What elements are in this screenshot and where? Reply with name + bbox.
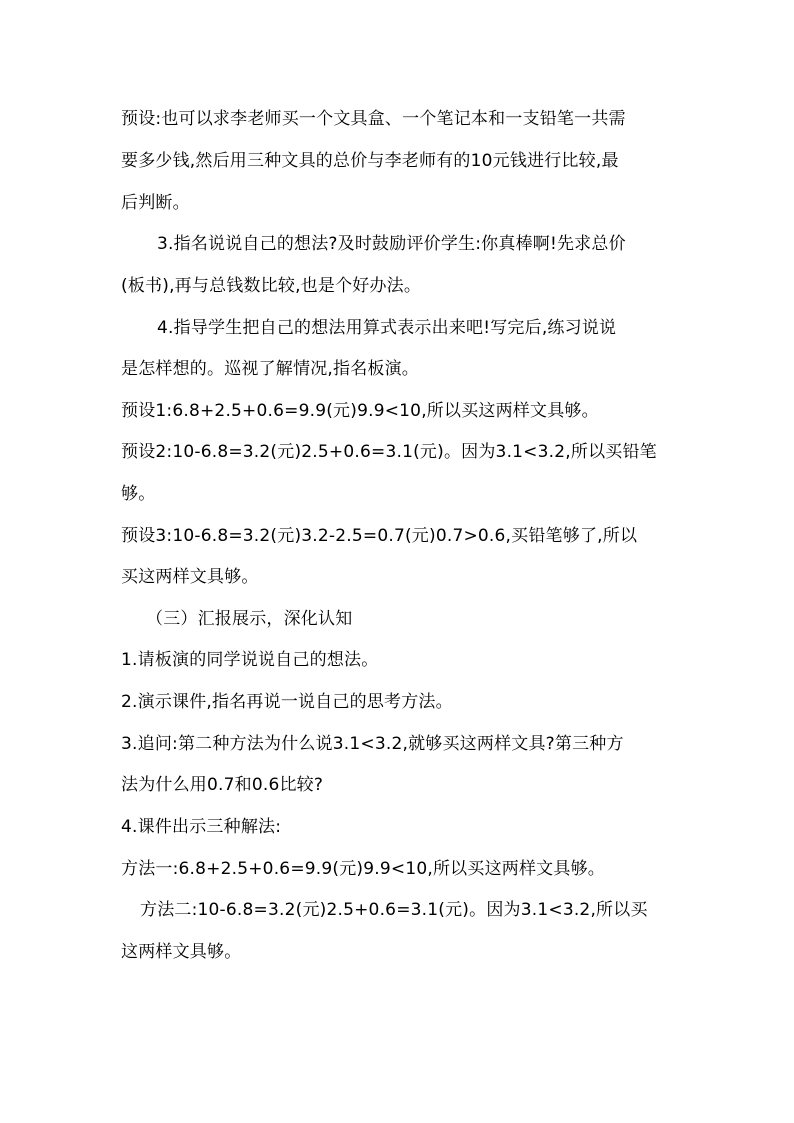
text-line-4: 3.指名说说自己的想法?及时鼓励评价学生:你真棒啊!先求总价 — [157, 234, 626, 254]
text-line-20: 方法二:10-6.8=3.2(元)2.5+0.6=3.1(元)。因为3.1<3.2,所以买 — [140, 900, 648, 920]
text-line-2: 要多少钱,然后用三种文具的总价与李老师有的10元钱进行比较,最 — [121, 151, 619, 171]
text-line-14: 1.请板演的同学说说自己的想法。 — [121, 650, 379, 670]
text-line-19: 方法一:6.8+2.5+0.6=9.9(元)9.9<10,所以买这两样文具够。 — [121, 859, 605, 879]
text-line-18: 4.课件出示三种解法: — [121, 817, 282, 837]
text-line-9: 预设2:10-6.8=3.2(元)2.5+0.6=3.1(元)。因为3.1<3.2,所以买铅笔 — [121, 442, 657, 462]
text-line-11: 预设3:10-6.8=3.2(元)3.2-2.5=0.7(元)0.7>0.6,买铅笔够了,所以 — [121, 526, 638, 546]
text-line-21: 这两样文具够。 — [121, 942, 242, 962]
text-line-6: 4.指导学生把自己的想法用算式表示出来吧!写完后,练习说说 — [157, 318, 617, 338]
text-line-3: 后判断。 — [121, 193, 190, 213]
text-line-1: 预设:也可以求李老师买一个文具盒、一个笔记本和一支铅笔一共需 — [121, 109, 626, 129]
text-line-12: 买这两样文具够。 — [121, 567, 259, 587]
text-line-8: 预设1:6.8+2.5+0.6=9.9(元)9.9<10,所以买这两样文具够。 — [121, 401, 599, 421]
text-line-17: 法为什么用0.7和0.6比较? — [121, 775, 324, 795]
section-heading: （三）汇报展示，深化认知 — [146, 609, 353, 629]
text-line-16: 3.追问:第二种方法为什么说3.1<3.2,就够买这两样文具?第三种方 — [121, 734, 624, 754]
text-line-10: 够。 — [121, 484, 156, 504]
text-line-5: (板书),再与总钱数比较,也是个好办法。 — [121, 276, 422, 296]
text-line-7: 是怎样想的。巡视了解情况,指名板演。 — [121, 359, 420, 379]
text-line-15: 2.演示课件,指名再说一说自己的思考方法。 — [121, 692, 453, 712]
